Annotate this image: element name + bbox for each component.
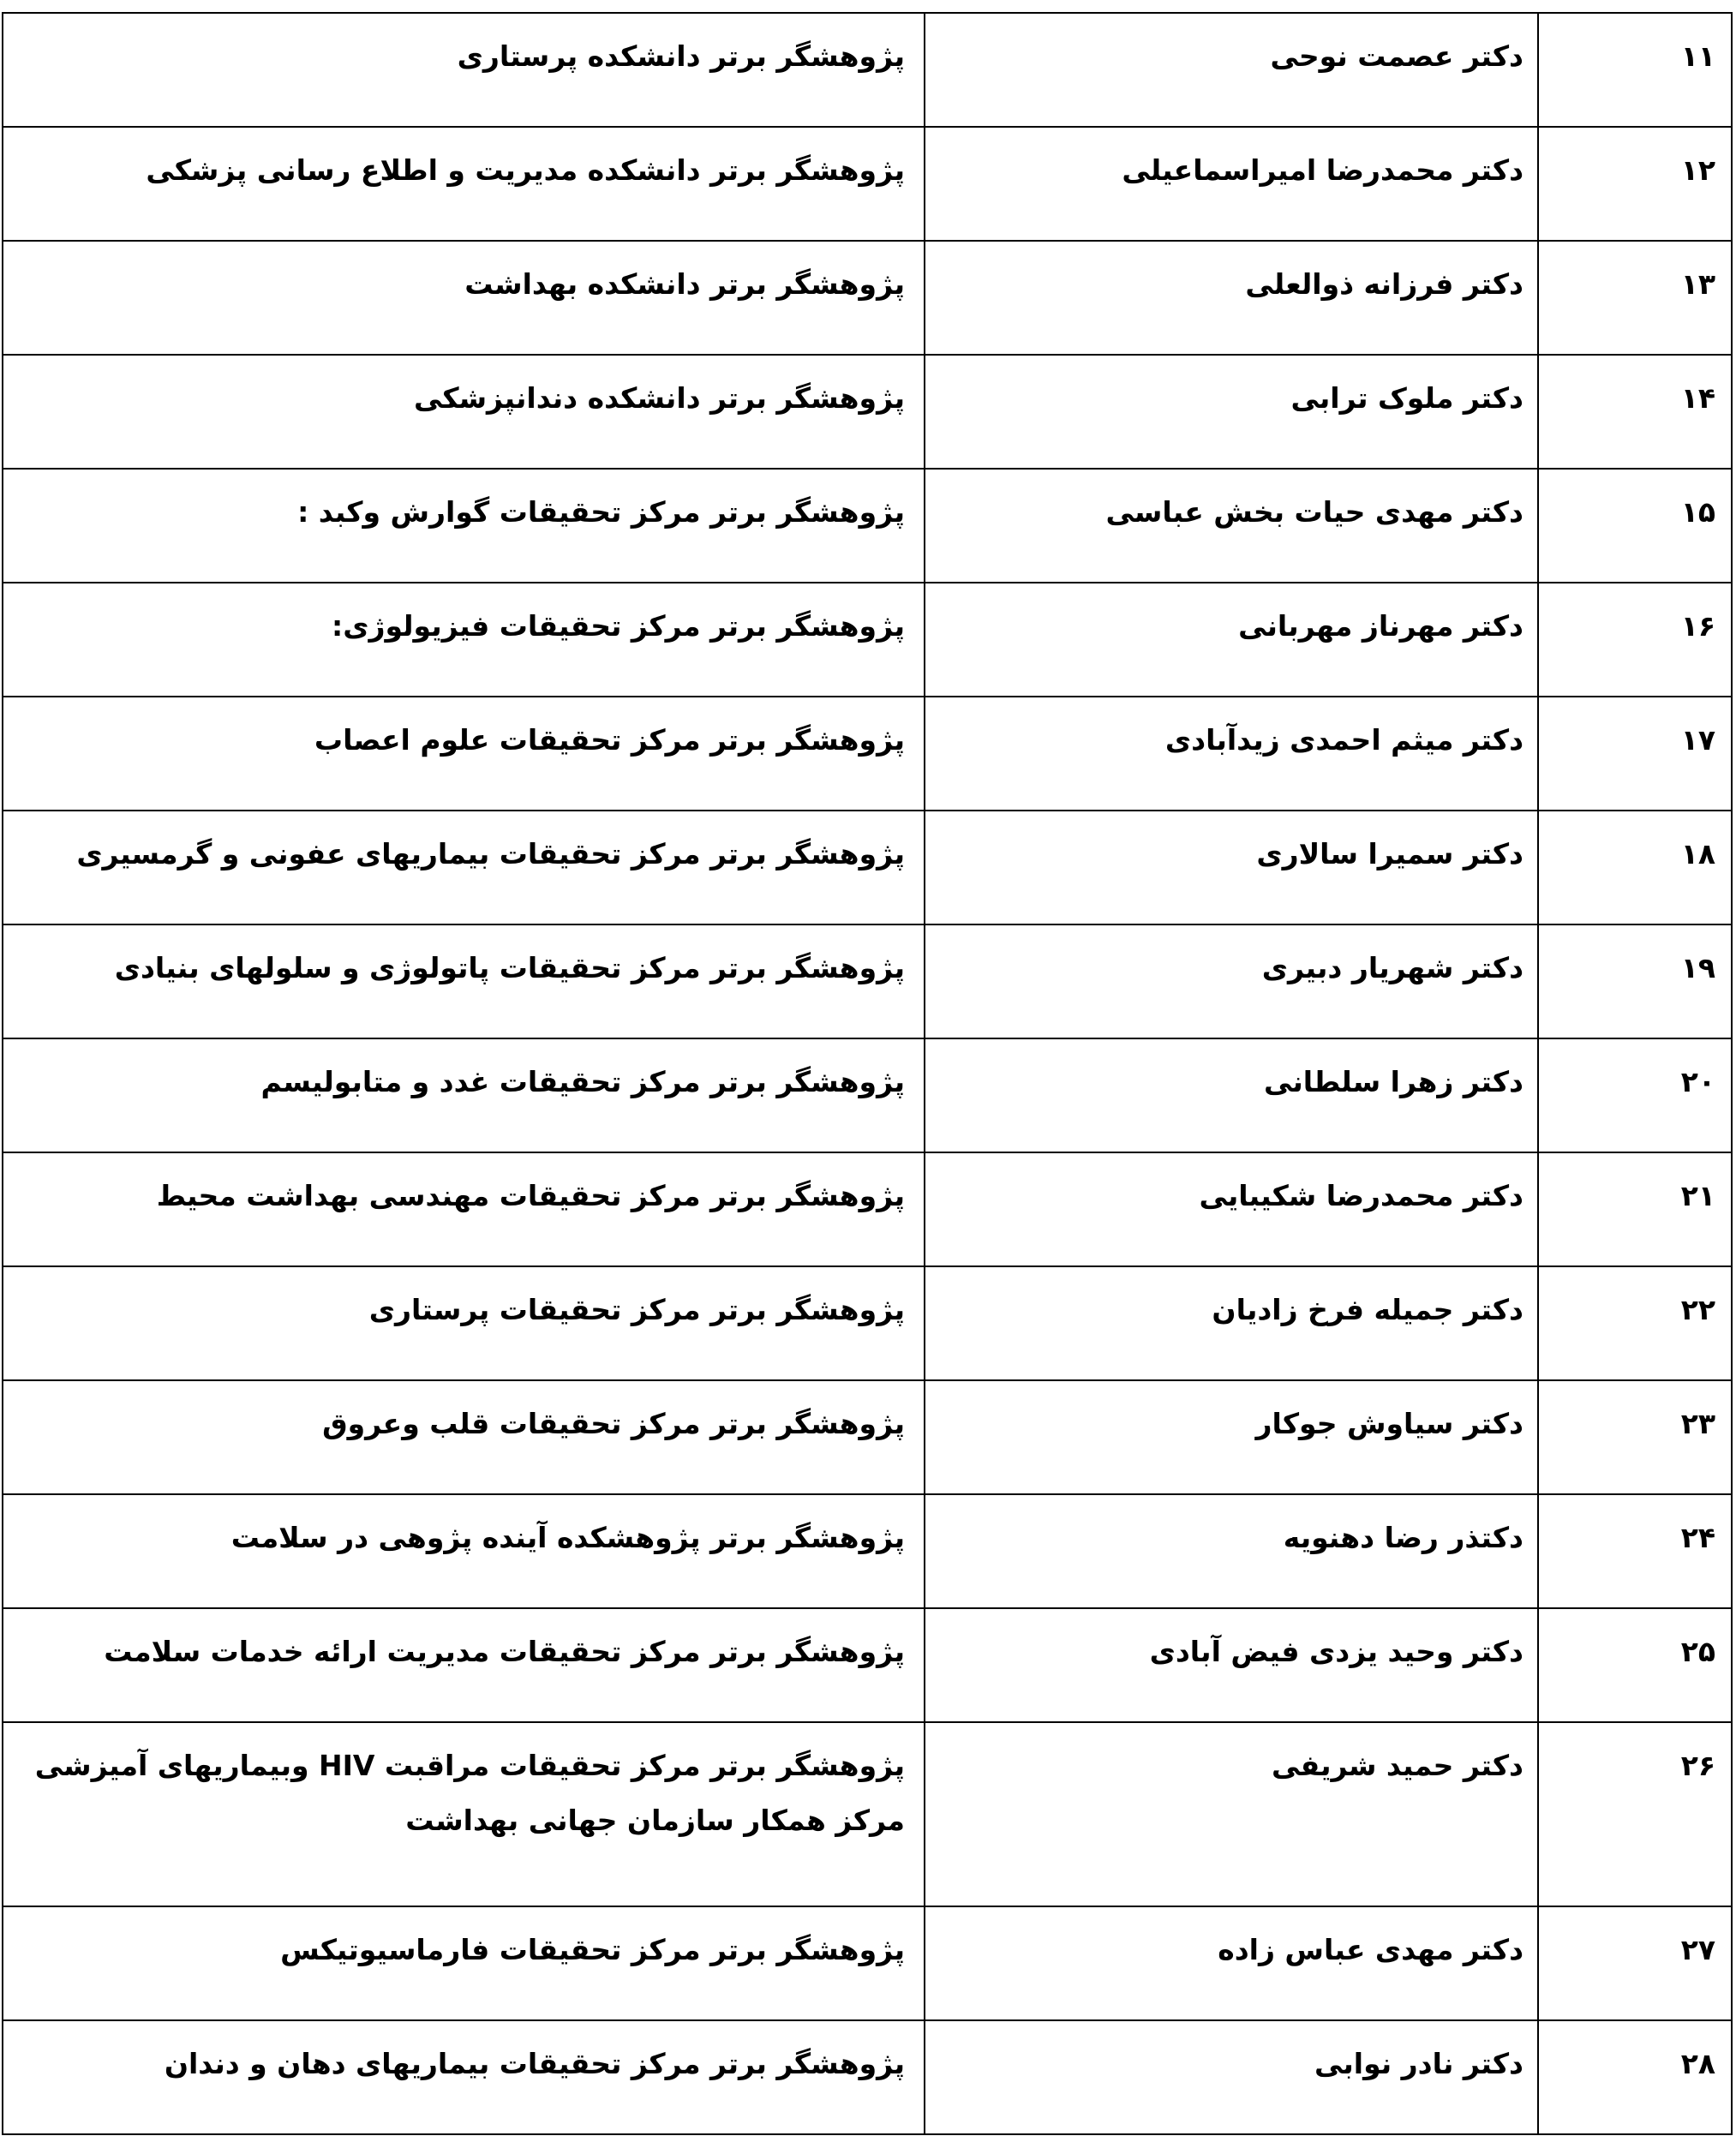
title-line: پژوهشگر برتر مرکز تحقیقات مهندسی بهداشت محیط (156, 1179, 905, 1212)
researcher-name: دکتر ملوک ترابی (925, 356, 1539, 468)
researcher-title (3, 1267, 925, 1379)
title-line: پژوهشگر برتر مرکز تحقیقات بیماریهای عفونی و گرمسیری (76, 837, 905, 871)
row-number: ۱۷ (1680, 723, 1715, 757)
researcher-name: دکتر جمیله فرخ زادیان (925, 1267, 1539, 1379)
researcher-name: دکتر محمدرضا شکیبایی (925, 1153, 1539, 1265)
researcher-name: دکتر نادر نوابی (925, 2021, 1539, 2133)
researcher-title (3, 128, 925, 240)
title-line: پژوهشگر برتر مرکز تحقیقات بیماریهای دهان و دندان (164, 2047, 905, 2080)
researcher-title (3, 356, 925, 468)
researcher-name: دکتر شهریار دبیری (925, 925, 1539, 1038)
title-line: پژوهشگر برتر مرکز تحقیقات قلب وعروق (322, 1407, 905, 1440)
title-line: پژوهشگر برتر دانشکده دندانپزشکی (414, 381, 905, 415)
table-row (3, 583, 1731, 697)
researcher-title (3, 14, 925, 126)
table-row (3, 1723, 1731, 1907)
researcher-title (3, 1039, 925, 1152)
table-row (3, 1907, 1731, 2021)
researcher-title (3, 583, 925, 696)
title-line: پژوهشگر برتر مرکز تحقیقات علوم اعصاب (314, 723, 905, 757)
row-number: ۱۴ (1680, 381, 1715, 415)
title-line: پژوهشگر برتر مرکز تحقیقات گوارش وکبد : (297, 495, 905, 529)
table-row (3, 2021, 1731, 2135)
title-line: پژوهشگر برتر مرکز تحقیقات مراقبت HIV وبیماریهای آمیزشی (34, 1749, 905, 1782)
title-line: پژوهشگر برتر مرکز تحقیقات پاتولوژی و سلولهای بنیادی (114, 951, 905, 984)
researcher-title (3, 470, 925, 582)
researcher-title (3, 242, 925, 354)
researcher-name: دکتر مهرناز مهربانی (925, 583, 1539, 696)
row-number: ۲۴ (1680, 1521, 1715, 1554)
researcher-title (3, 925, 925, 1038)
row-number: ۲۶ (1680, 1749, 1715, 1782)
researcher-name: دکتر محمدرضا امیراسماعیلی (925, 128, 1539, 240)
table-row (3, 14, 1731, 128)
row-number: ۲۰ (1680, 1065, 1715, 1098)
row-number: ۲۲ (1680, 1293, 1715, 1326)
researcher-title (3, 1723, 925, 1906)
table-row (3, 925, 1731, 1039)
row-number: ۱۲ (1680, 153, 1715, 187)
table-row (3, 1495, 1731, 1609)
title-line: مرکز همکار سازمان جهانی بهداشت (405, 1804, 905, 1837)
table-row (3, 470, 1731, 583)
row-number: ۱۵ (1680, 495, 1715, 529)
table-row (3, 128, 1731, 242)
researcher-name: دکتذر رضا دهنویه (925, 1495, 1539, 1607)
table-row (3, 1609, 1731, 1723)
row-number: ۱۶ (1680, 609, 1715, 643)
title-line: پژوهشگر برتر مرکز تحقیقات پرستاری (368, 1293, 905, 1326)
researcher-title (3, 811, 925, 924)
row-number: ۲۳ (1680, 1407, 1715, 1440)
researcher-title (3, 1907, 925, 2019)
researcher-name: دکتر عصمت نوحی (925, 14, 1539, 126)
row-number: ۲۸ (1680, 2047, 1715, 2080)
researchers-table (2, 12, 1733, 2135)
table-row (3, 356, 1731, 470)
table-row (3, 697, 1731, 811)
researcher-title (3, 2021, 925, 2133)
researcher-name: دکتر زهرا سلطانی (925, 1039, 1539, 1152)
title-line: پژوهشگر برتر مرکز تحقیقات فیزیولوژی: (332, 609, 905, 643)
title-line: پژوهشگر برتر مرکز تحقیقات غدد و متابولیسم (260, 1065, 905, 1098)
researcher-title (3, 1495, 925, 1607)
title-line: پژوهشگر برتر دانشکده مدیریت و اطلاع رسانی پزشکی (146, 153, 905, 187)
title-line: پژوهشگر برتر مرکز تحقیقات فارماسیوتیکس (280, 1933, 905, 1966)
researcher-title (3, 1609, 925, 1721)
title-line: پژوهشگر برتر مرکز تحقیقات مدیریت ارائه خدمات سلامت (104, 1635, 905, 1668)
researcher-name: دکتر فرزانه ذوالعلی (925, 242, 1539, 354)
researcher-name: دکتر میثم احمدی زیدآبادی (925, 697, 1539, 810)
table-row (3, 811, 1731, 925)
row-number: ۱۱ (1680, 39, 1715, 73)
table-row (3, 242, 1731, 356)
row-number: ۱۳ (1680, 267, 1715, 301)
row-number: ۲۵ (1680, 1635, 1715, 1668)
table-row (3, 1267, 1731, 1381)
row-number: ۲۱ (1680, 1179, 1715, 1212)
row-number: ۱۸ (1680, 837, 1715, 871)
row-number: ۱۹ (1680, 951, 1715, 984)
table-row (3, 1381, 1731, 1495)
table-row (3, 1039, 1731, 1153)
researcher-title (3, 1153, 925, 1265)
researcher-title (3, 1381, 925, 1493)
title-line: پژوهشگر برتر دانشکده بهداشت (464, 267, 905, 301)
title-line: پژوهشگر برتر پژوهشکده آینده پژوهی در سلامت (230, 1521, 905, 1554)
researcher-name: دکتر سیاوش جوکار (925, 1381, 1539, 1493)
researcher-name: دکتر وحید یزدی فیض آبادی (925, 1609, 1539, 1721)
researcher-name: دکتر حمید شریفی (925, 1723, 1539, 1906)
researcher-name: دکتر مهدی عباس زاده (925, 1907, 1539, 2019)
table-row (3, 1153, 1731, 1267)
title-line: پژوهشگر برتر دانشکده پرستاری (457, 39, 905, 73)
researcher-name: دکتر مهدی حیات بخش عباسی (925, 470, 1539, 582)
researcher-title (3, 697, 925, 810)
row-number: ۲۷ (1680, 1933, 1715, 1966)
researcher-name: دکتر سمیرا سالاری (925, 811, 1539, 924)
